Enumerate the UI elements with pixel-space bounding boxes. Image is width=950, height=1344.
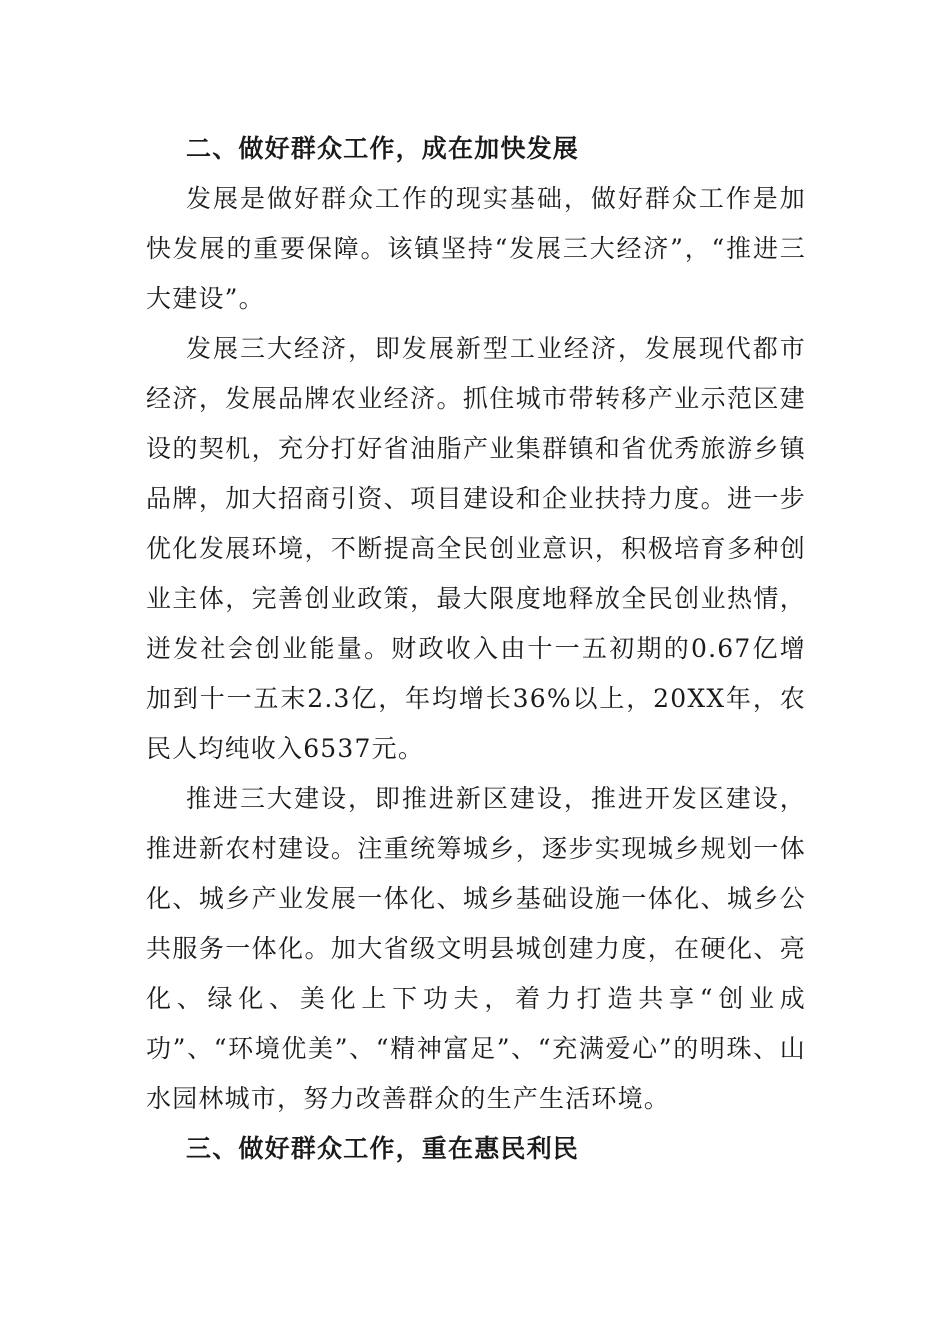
paragraph-three-constructions: 推进三大建设，即推进新区建设，推进开发区建设，推进新农村建设。注重统筹城乡，逐步实现城乡规划一体化、城乡产业发展一体化、城乡基础设施一体化、城乡公共服务一体化。加大省级文明县城创建力度，在硬化、亮化、绿化、美化上下功夫，着力打造共享“创业成功”、“环境优美”、“精神富足”、“充满爱心”的明珠、山水园林城市，努力改善群众的生产生活环境。 xyxy=(146,784,806,1113)
section-heading-2: 二、做好群众工作，成在加快发展 xyxy=(186,134,580,163)
paragraph-development-basis: 发展是做好群众工作的现实基础，做好群众工作是加快发展的重要保障。该镇坚持“发展三大经济”，“推进三大建设”。 xyxy=(146,184,806,313)
document-body xyxy=(146,124,806,1174)
section-heading-3: 三、做好群众工作，重在惠民利民 xyxy=(186,1134,580,1163)
paragraph-three-economies: 发展三大经济，即发展新型工业经济，发展现代都市经济，发展品牌农业经济。抓住城市带转移产业示范区建设的契机，充分打好省油脂产业集群镇和省优秀旅游乡镇品牌，加大招商引资、项目建设和企业扶持力度。进一步优化发展环境，不断提高全民创业意识，积极培育多种创业主体，完善创业政策，最大限度地释放全民创业热情，迸发社会创业能量。财政收入由十一五初期的0.67亿增加到十一五末2.3亿，年均增长36%以上，20XX年，农民人均纯收入6537元。 xyxy=(146,334,806,763)
